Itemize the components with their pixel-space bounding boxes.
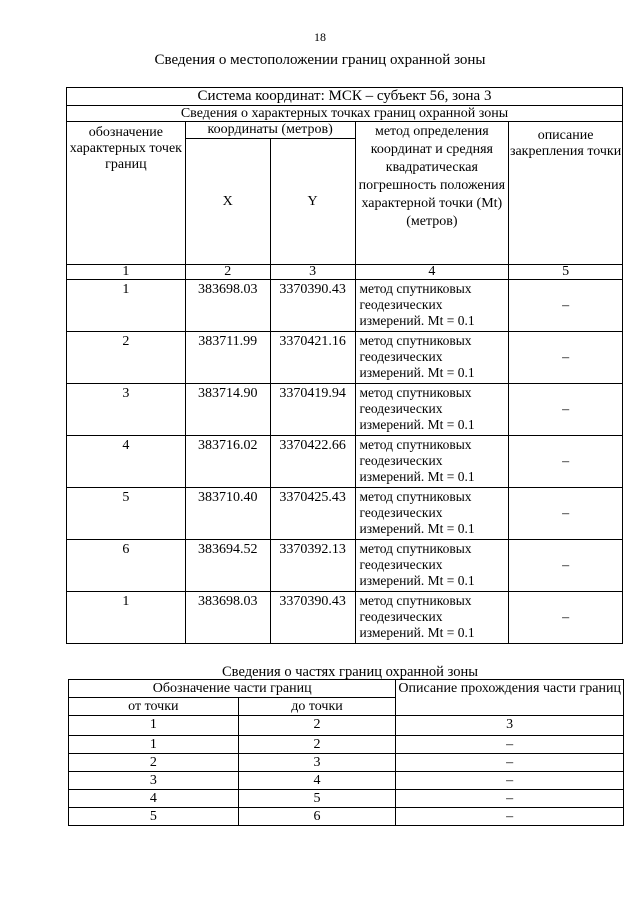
header-to: до точки	[238, 698, 396, 716]
point-description: –	[509, 488, 623, 540]
column-number: 5	[509, 265, 623, 280]
part-description: –	[396, 808, 624, 826]
column-number: 1	[67, 265, 186, 280]
point-description: –	[509, 540, 623, 592]
from-point: 4	[69, 790, 239, 808]
table-row	[69, 736, 624, 754]
table-row	[69, 808, 624, 826]
coord-y: 3370392.13	[270, 540, 355, 592]
coord-x: 383714.90	[185, 384, 270, 436]
to-point: 4	[238, 772, 396, 790]
header-y: Y	[270, 139, 355, 265]
table-row	[67, 332, 623, 384]
coord-x: 383698.03	[185, 592, 270, 644]
from-point: 5	[69, 808, 239, 826]
point-number: 5	[67, 488, 186, 540]
table-row	[69, 772, 624, 790]
to-point: 5	[238, 790, 396, 808]
table-row	[69, 790, 624, 808]
method: метод спутниковых геодезических измерений. Mt = 0.1	[355, 384, 509, 436]
header-method: метод определения координат и средняя квадратическая погрешность положения характерной точки (Mt) (метров)	[355, 122, 509, 265]
coord-y: 3370425.43	[270, 488, 355, 540]
header-from: от точки	[69, 698, 239, 716]
point-description: –	[509, 384, 623, 436]
header-description: Описание прохождения части границ	[396, 680, 624, 716]
method: метод спутниковых геодезических измерений. Mt = 0.1	[355, 280, 509, 332]
method: метод спутниковых геодезических измерений. Mt = 0.1	[355, 592, 509, 644]
method: метод спутниковых геодезических измерений. Mt = 0.1	[355, 332, 509, 384]
table-row	[67, 488, 623, 540]
coord-x: 383711.99	[185, 332, 270, 384]
point-number: 3	[67, 384, 186, 436]
point-description: –	[509, 436, 623, 488]
table-row	[67, 436, 623, 488]
point-description: –	[509, 280, 623, 332]
coord-x: 383716.02	[185, 436, 270, 488]
from-point: 1	[69, 736, 239, 754]
coord-y: 3370422.66	[270, 436, 355, 488]
column-number: 2	[238, 716, 396, 736]
part-description: –	[396, 754, 624, 772]
method: метод спутниковых геодезических измерений. Mt = 0.1	[355, 488, 509, 540]
point-number: 1	[67, 280, 186, 332]
point-number: 6	[67, 540, 186, 592]
section-title: Сведения о частях границ охранной зоны	[222, 664, 478, 680]
point-number: 2	[67, 332, 186, 384]
coord-y: 3370390.43	[270, 592, 355, 644]
header-coords: координаты (метров)	[185, 122, 355, 139]
header-x: X	[185, 139, 270, 265]
coord-x: 383694.52	[185, 540, 270, 592]
point-description: –	[509, 332, 623, 384]
to-point: 2	[238, 736, 396, 754]
coord-x: 383698.03	[185, 280, 270, 332]
method: метод спутниковых геодезических измерений. Mt = 0.1	[355, 436, 509, 488]
page-number: 18	[314, 30, 326, 44]
header-description: описание закрепления точки	[509, 122, 623, 265]
coord-y: 3370390.43	[270, 280, 355, 332]
column-number: 3	[270, 265, 355, 280]
coord-x: 383710.40	[185, 488, 270, 540]
table-row	[67, 540, 623, 592]
method: метод спутниковых геодезических измерений. Mt = 0.1	[355, 540, 509, 592]
table-subtitle: Сведения о характерных точках границ охранной зоны	[67, 106, 623, 122]
header-point: обозначение характерных точек границ	[67, 122, 186, 265]
table-row	[67, 384, 623, 436]
point-number: 4	[67, 436, 186, 488]
from-point: 3	[69, 772, 239, 790]
coord-y: 3370419.94	[270, 384, 355, 436]
to-point: 6	[238, 808, 396, 826]
from-point: 2	[69, 754, 239, 772]
boundary-points-table	[66, 87, 623, 644]
coordinate-system: Система координат: МСК – субъект 56, зона 3	[67, 88, 623, 106]
table-row	[67, 280, 623, 332]
coord-y: 3370421.16	[270, 332, 355, 384]
column-number: 1	[69, 716, 239, 736]
document-title: Сведения о местоположении границ охранной зоны	[154, 52, 486, 68]
part-description: –	[396, 736, 624, 754]
column-number: 3	[396, 716, 624, 736]
to-point: 3	[238, 754, 396, 772]
column-number: 2	[185, 265, 270, 280]
table-row	[69, 754, 624, 772]
header-part: Обозначение части границ	[69, 680, 396, 698]
column-number: 4	[355, 265, 509, 280]
part-description: –	[396, 790, 624, 808]
point-number: 1	[67, 592, 186, 644]
part-description: –	[396, 772, 624, 790]
point-description: –	[509, 592, 623, 644]
boundary-parts-table	[68, 679, 624, 826]
table-row	[67, 592, 623, 644]
